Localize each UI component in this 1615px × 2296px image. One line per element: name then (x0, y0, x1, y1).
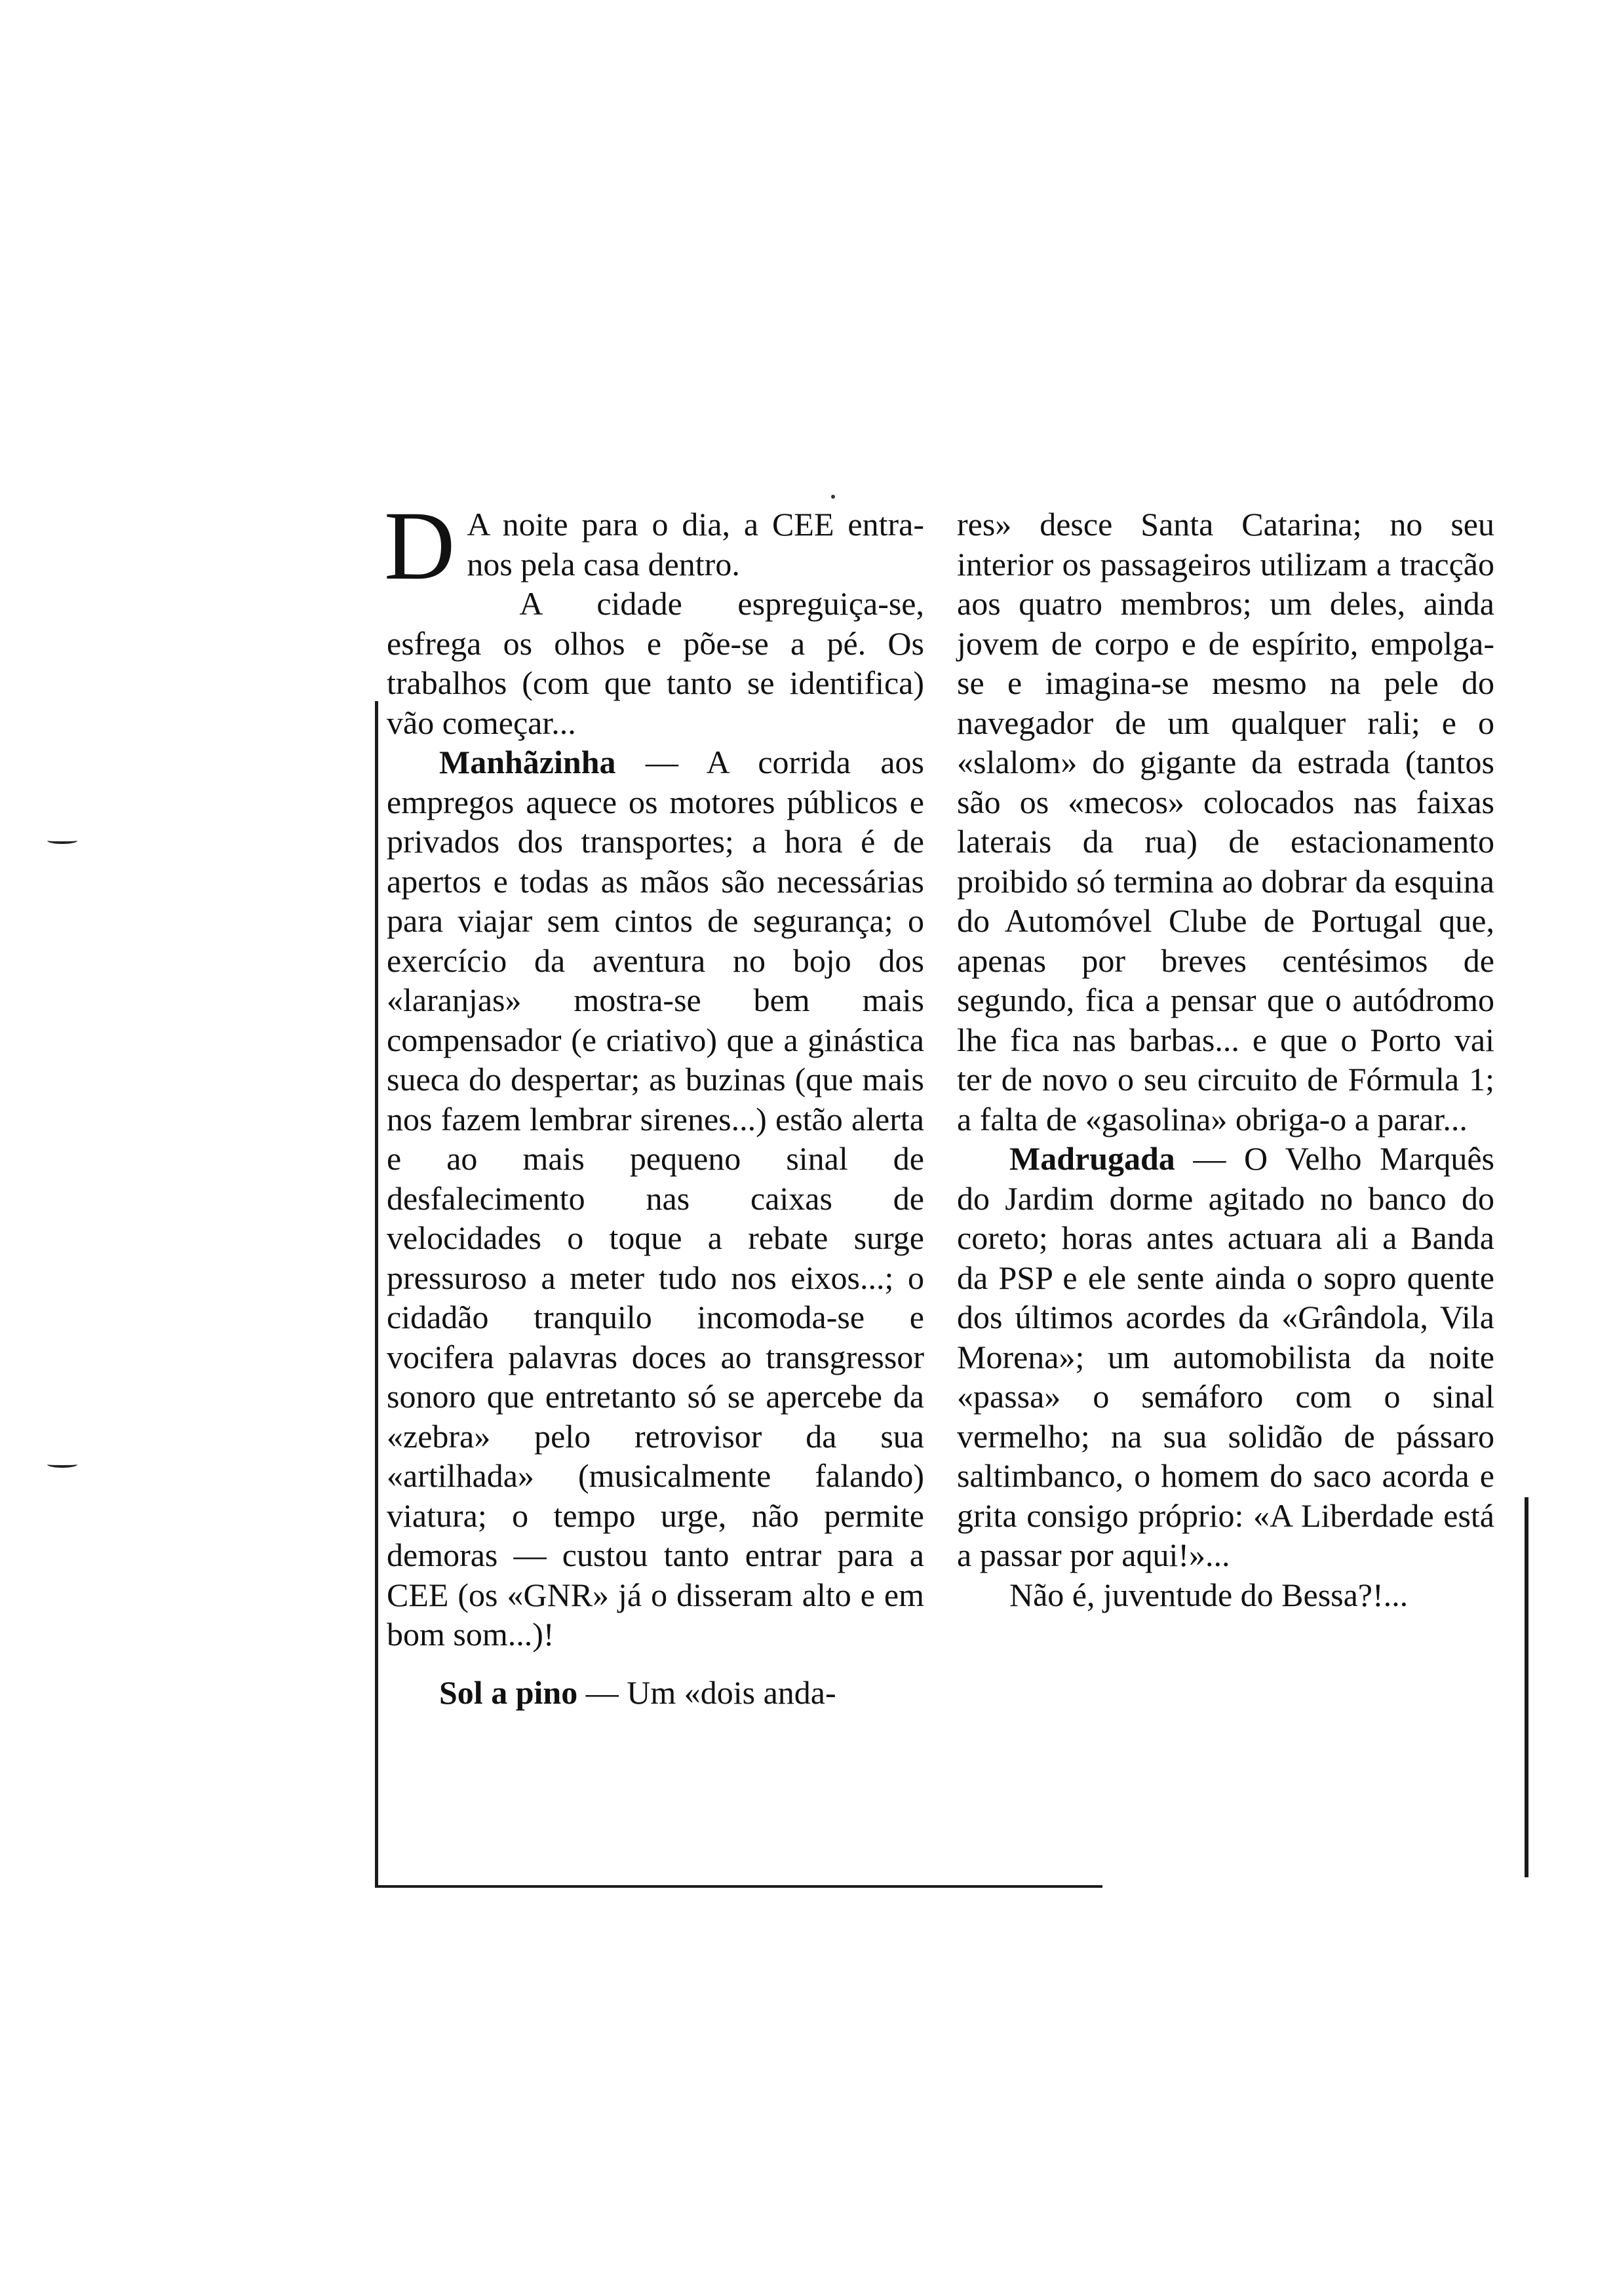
section-text: — A corrida aos empregos aquece os motores públicos e privados dos transportes; a hora é de apertos e todas as mãos são necessárias para viajar sem cintos de segurança; o exercício da aventura no bojo dos «laranjas» mostra-se bem mais compensador (e criativo) que a ginástica sueca do despertar; as buzinas (que mais nos fazem lembrar sirenes...) estão alerta e ao mais pequeno sinal de desfalecimento nas caixas de velocidades o toque a rebate surge pressuroso a meter tudo nos eixos...; o cidadão tranquilo incomoda-se e vocifera palavras doces ao transgressor sonoro que entretanto só se apercebe da «zebra» pelo retrovisor da sua «artilhada» (musicalmente falando) viatura; o tempo urge, não permite demoras — custou tanto entrar para a CEE (os «GNR» já o disseram alto e em bom som...)! (387, 744, 924, 1653)
newspaper-clipping (367, 491, 1540, 1890)
article-closing-line: Não é, juventude do Bessa?!... (1009, 1576, 1409, 1613)
article-paragraph-continued: res» desce Santa Catarina; no seu interior os passageiros utilizam a tracção aos quatro membros; um deles, ainda jovem de corpo e de espírito, empolga-se e imagina-se mesmo na pele do navegador de um qualquer rali; e o «slalom» do gigante da estrada (tantos são os «mecos» colocados nas faixas laterais da rua) de estacionamento proibido só termina ao dobrar da esquina do Automóvel Clube de Portugal que, apenas por breves centésimos de segundo, fica a pensar que o autódromo lhe fica nas barbas... e que o Porto vai ter de novo o seu circuito de Fórmula 1; a falta de «gasolina» obriga-o a parar... (957, 506, 1494, 1138)
drop-cap: D (384, 491, 456, 600)
article-right-column (957, 505, 1494, 1615)
section-heading: Madrugada (1009, 1140, 1175, 1177)
article-section-madrugada (957, 1139, 1494, 1575)
left-margin-mark (47, 837, 77, 844)
section-heading: Sol a pino (439, 1674, 578, 1711)
article-section-manhazinha (387, 742, 924, 1655)
article-left-column (384, 491, 924, 1712)
section-text: — O Velho Marquês do Jardim dorme agitado no banco do coreto; horas antes actuara ali a Banda da PSP e ele sente ainda o sopro quente dos últimos acordes da «Grândola, Vila Morena»; um automobilista da noite «passa» o semáforo com o sinal vermelho; na sua solidão de pássaro saltimbanco, o homem do saco acorda e grita consigo próprio: «A Liberdade está a passar por aqui!»... (957, 1140, 1494, 1573)
section-heading: Manhãzinha (439, 744, 616, 780)
print-speck (831, 495, 835, 499)
article-paragraph: A cidade espreguiça-se, esfrega os olhos e põe-se a pé. Os trabalhos (com que tanto se identifica) vão começar... (387, 585, 924, 741)
section-text: — Um «dois anda- (577, 1674, 836, 1711)
intro-text: A noite para o dia, a CEE entra-nos pela casa dentro. (467, 506, 924, 583)
clipping-right-rule (1525, 1497, 1528, 1877)
article-section-sol-a-pino (387, 1673, 924, 1713)
clipping-bottom-rule (375, 1885, 1102, 1888)
article-intro-paragraph (384, 491, 924, 600)
clipping-left-rule (375, 701, 378, 1887)
left-margin-mark (47, 1461, 77, 1468)
